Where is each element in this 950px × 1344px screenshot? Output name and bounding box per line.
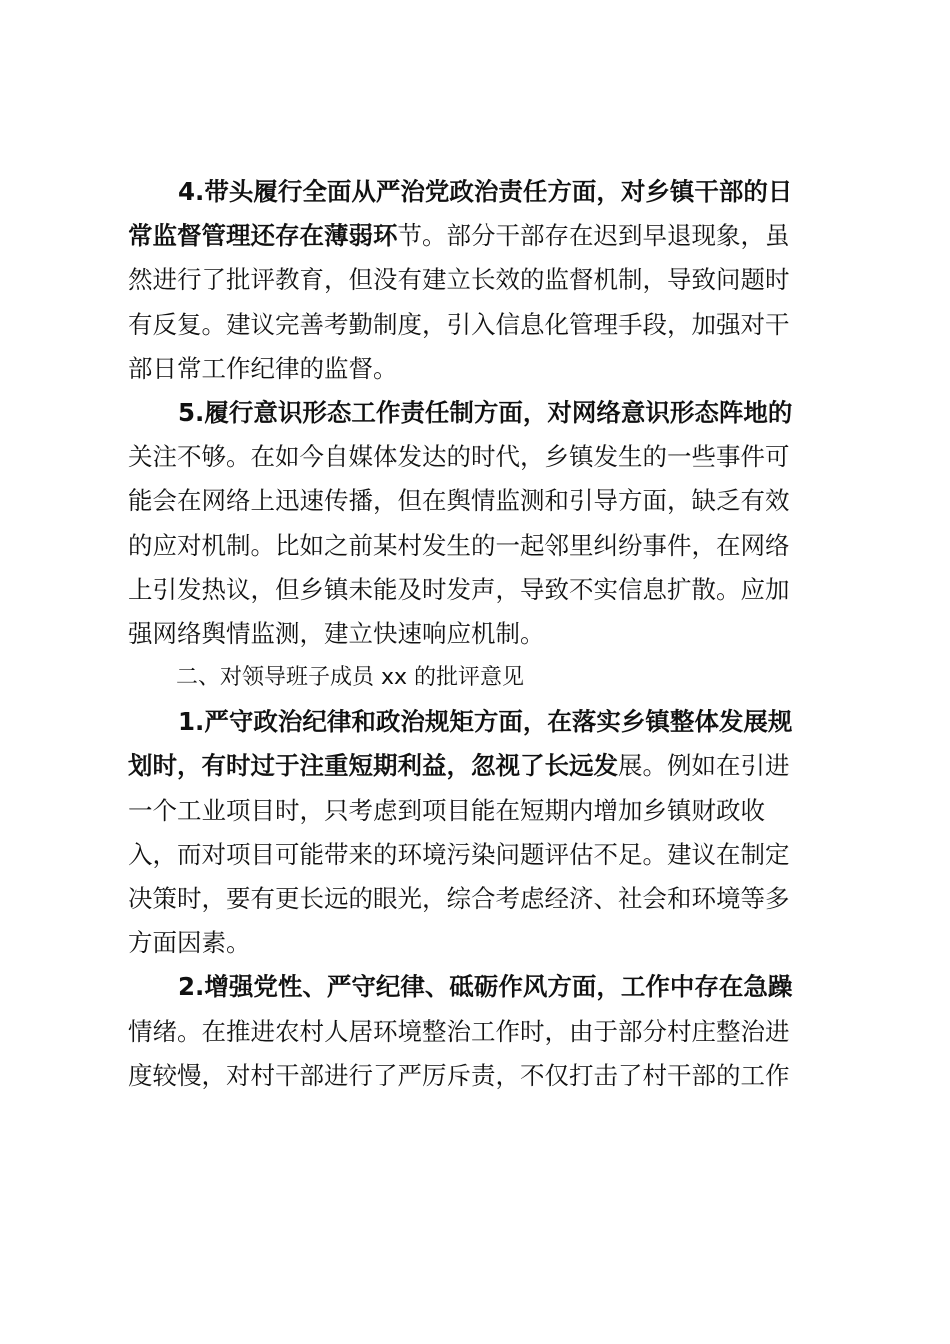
section-heading: 二、对领导班子成员 xx 的批评意见 bbox=[176, 665, 525, 691]
paragraph-4 bbox=[128, 170, 822, 391]
text-line: 然进行了批评教育，但没有建立长效的监督机制，导致问题时 bbox=[128, 265, 790, 295]
text-line: 方面因素。 bbox=[128, 928, 251, 958]
text-line: 一个工业项目时，只考虑到项目能在短期内增加乡镇财政收 bbox=[128, 795, 765, 825]
section-item-1 bbox=[128, 700, 822, 965]
text-line: 情绪。在推进农村人居环境整治工作时，由于部分村庄整治进 bbox=[128, 1016, 790, 1046]
text-line: 入，而对项目可能带来的环境污染问题评估不足。建议在制定 bbox=[128, 839, 790, 869]
text-line: 关注不够。在如今自媒体发达的时代，乡镇发生的一些事件可 bbox=[128, 442, 790, 472]
text-line: 1.严守政治纪律和政治规矩方面，在落实乡镇整体发展规 bbox=[178, 707, 793, 737]
paragraph-5 bbox=[128, 391, 822, 656]
text-line: 强网络舆情监测，建立快速响应机制。 bbox=[128, 618, 545, 648]
text-line: 有反复。建议完善考勤制度，引入信息化管理手段，加强对干 bbox=[128, 309, 790, 339]
text-line: 上引发热议，但乡镇未能及时发声，导致不实信息扩散。应加 bbox=[128, 574, 790, 604]
text-line: 2.增强党性、严守纪律、砥砺作风方面，工作中存在急躁 bbox=[178, 972, 793, 1002]
text-line: 度较慢，对村干部进行了严厉斥责，不仅打击了村干部的工作 bbox=[128, 1060, 790, 1090]
document-page bbox=[128, 170, 822, 1098]
text-line: 部日常工作纪律的监督。 bbox=[128, 353, 398, 383]
text-line: 能会在网络上迅速传播，但在舆情监测和引导方面，缺乏有效 bbox=[128, 486, 790, 516]
text-line: 划时，有时过于注重短期利益，忽视了长远发展。例如在引进 bbox=[128, 751, 790, 781]
text-line: 4.带头履行全面从严治党政治责任方面，对乡镇干部的日 bbox=[178, 177, 793, 206]
section-item-2 bbox=[128, 965, 822, 1098]
text-line: 常监督管理还存在薄弱环节。部分干部存在迟到早退现象，虽 bbox=[128, 221, 790, 251]
text-line: 5.履行意识形态工作责任制方面，对网络意识形态阵地的 bbox=[178, 397, 793, 427]
text-line: 的应对机制。比如之前某村发生的一起邻里纠纷事件，在网络 bbox=[128, 530, 790, 560]
text-line: 决策时，要有更长远的眼光，综合考虑经济、社会和环境等多 bbox=[128, 884, 790, 913]
